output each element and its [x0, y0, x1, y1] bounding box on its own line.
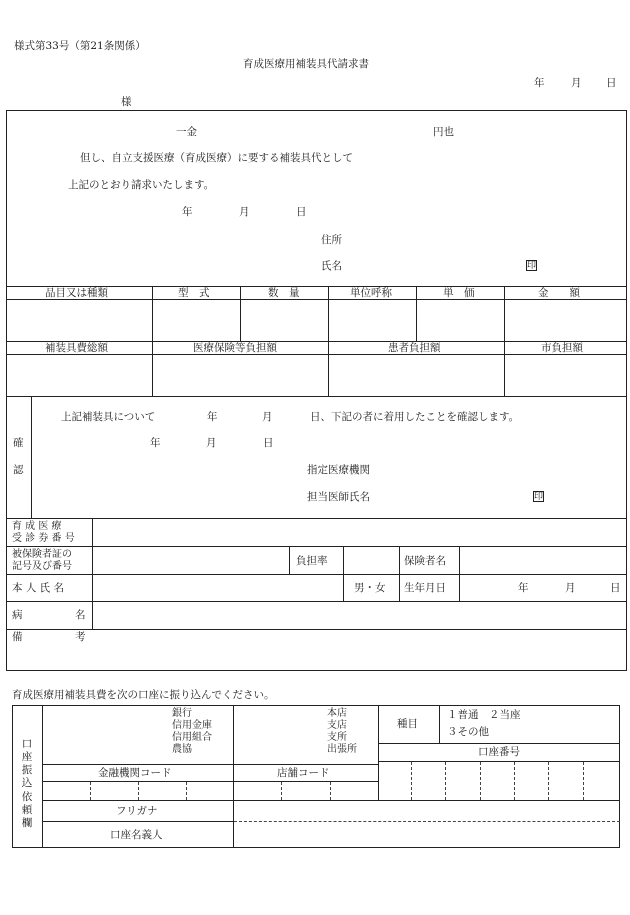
patient-row-2-bottom [6, 574, 627, 575]
claim-month: 月 [239, 206, 250, 218]
holder-label: 口座名義人 [110, 829, 163, 841]
totals-col-1 [152, 341, 153, 396]
cert-label-line-1: 育 成 医 療 [12, 521, 62, 532]
amount-suffix: 円也 [433, 126, 454, 138]
branch-type-office: 出張所 [327, 744, 357, 755]
header-day: 日 [606, 77, 617, 89]
addressee-suffix: 様 [121, 96, 132, 108]
branch-code-digit-1 [281, 782, 282, 800]
amount-prefix: 一金 [176, 126, 197, 138]
birth-year: 年 [518, 582, 529, 594]
bank-side-char-5: 依 [21, 790, 33, 803]
code-header-top [42, 764, 378, 765]
bank-code-digit-2 [138, 782, 139, 800]
furigana-dashed-line [234, 821, 620, 822]
confirmation-sentence-year: 年 [207, 411, 218, 423]
totals-header-total: 補装具費総額 [45, 342, 108, 354]
account-type-bottom [378, 743, 620, 744]
doctor-seal-mark: 印 [534, 492, 544, 502]
bank-side-char-7: 欄 [21, 816, 33, 829]
furigana-label-bottom [42, 821, 233, 822]
doctor-label: 担当医師氏名 [307, 491, 370, 503]
items-header-unit: 単位呼称 [350, 287, 392, 299]
remarks-label-2: 考 [75, 631, 86, 643]
confirmation-side-label-1: 確 [13, 437, 24, 449]
account-type-label: 種目 [397, 718, 418, 730]
account-digit-1 [411, 762, 412, 800]
document-title: 育成医療用補装具代請求書 [243, 58, 369, 70]
bank-code-label: 金融機関コード [98, 767, 172, 779]
items-header-amount: 金 額 [538, 287, 580, 299]
confirmation-year: 年 [150, 437, 161, 449]
burden-rate-right [343, 546, 344, 574]
branch-type-list [327, 708, 357, 756]
main-form-frame [6, 110, 627, 671]
items-col-4 [416, 286, 417, 341]
items-col-2 [240, 286, 241, 341]
bank-type-shinkin: 信用金庫 [172, 720, 212, 731]
bank-type-bank: 銀行 [172, 708, 192, 719]
account-digit-2 [445, 762, 446, 800]
sex-left [343, 574, 344, 601]
account-digit-4 [514, 762, 515, 800]
claimant-address-label: 住所 [321, 234, 342, 246]
branch-code-label: 店舗コード [277, 767, 330, 779]
account-type-option-2: ３その他 [447, 726, 489, 738]
branch-type-head: 本店 [327, 708, 347, 719]
items-col-1 [152, 286, 153, 341]
branch-type-branch: 支店 [327, 720, 347, 731]
items-header-product: 品目又は種類 [45, 287, 108, 299]
institution-label: 指定医療機関 [307, 464, 370, 476]
insured-label-line-1: 被保険者証の [12, 549, 72, 560]
account-type-option-1: １普通 ２当座 [447, 709, 521, 721]
items-col-5 [504, 286, 505, 341]
remarks-label-1: 備 [12, 631, 23, 643]
bank-code-digit-1 [90, 782, 91, 800]
insurer-label: 保険者名 [404, 555, 446, 567]
bank-side-char-4: 込 [21, 777, 33, 790]
claim-day: 日 [296, 206, 307, 218]
bank-side-char-6: 頼 [21, 803, 33, 816]
birth-label: 生年月日 [404, 582, 446, 594]
confirmation-month: 月 [206, 437, 217, 449]
confirmation-side-label-2: 認 [13, 464, 24, 476]
claimant-seal-mark: 印 [527, 261, 537, 271]
totals-header-insurance: 医療保険等負担額 [193, 342, 277, 354]
branch-type-sub: 支所 [327, 732, 347, 743]
holder-label-divider [233, 800, 234, 848]
account-type-left [378, 705, 379, 800]
insurer-left [399, 546, 400, 601]
patient-row-1-bottom [6, 546, 627, 547]
bank-side-label [21, 738, 33, 830]
confirmation-day: 日 [263, 437, 274, 449]
confirmation-sentence-month: 月 [262, 411, 273, 423]
insurer-right [459, 546, 460, 601]
bank-side-divider [42, 705, 43, 848]
account-number-label: 口座番号 [478, 746, 520, 758]
bank-instruction: 育成医療用補装具費を次の口座に振り込んでください。 [12, 689, 275, 701]
account-type-divider [439, 705, 440, 743]
claim-statement: 上記のとおり請求いたします。 [68, 179, 215, 191]
totals-table-bottom [6, 396, 627, 397]
account-digit-5 [548, 762, 549, 800]
bank-branch-divider [233, 705, 234, 800]
bank-type-list [172, 708, 212, 756]
items-col-3 [328, 286, 329, 341]
cert-label-line-2: 受 診 券 番 号 [12, 533, 75, 544]
code-header-bottom [42, 781, 378, 782]
birth-day: 日 [610, 582, 621, 594]
bank-side-char-3: 振 [21, 764, 33, 777]
claim-purpose: 但し、自立支援医療（育成医療）に要する補装具代として [80, 152, 353, 164]
disease-label-2: 名 [75, 609, 86, 621]
account-digit-6 [583, 762, 584, 800]
holder-top [42, 800, 620, 801]
claim-year: 年 [182, 206, 193, 218]
patient-name-label: 本 人 氏 名 [12, 582, 65, 594]
furigana-label: フリガナ [116, 805, 158, 817]
items-header-model: 型 式 [178, 287, 210, 299]
header-month: 月 [571, 77, 582, 89]
items-header-quantity: 数 量 [268, 287, 300, 299]
branch-code-digit-2 [330, 782, 331, 800]
claimant-name-label: 氏名 [321, 260, 342, 272]
header-year: 年 [534, 77, 545, 89]
patient-row-3-bottom [6, 601, 627, 602]
confirmation-side-divider [31, 396, 32, 518]
totals-header-city: 市負担額 [541, 342, 583, 354]
insured-label-line-2: 記号及び番号 [12, 561, 72, 572]
bank-type-nokyo: 農協 [172, 744, 192, 755]
totals-col-2 [328, 341, 329, 396]
patient-row-4-bottom [6, 629, 627, 630]
totals-col-3 [504, 341, 505, 396]
bank-code-digit-3 [186, 782, 187, 800]
confirmation-bottom [6, 518, 627, 519]
items-header-price: 単 価 [443, 287, 475, 299]
form-number: 様式第33号（第21条関係） [14, 40, 146, 52]
burden-rate-label: 負担率 [296, 555, 328, 567]
account-digit-3 [480, 762, 481, 800]
sex-label: 男・女 [354, 582, 386, 594]
items-row-product-cell[interactable] [7, 300, 151, 340]
totals-header-patient: 患者負担額 [388, 342, 441, 354]
confirmation-sentence-start: 上記補装具について [61, 411, 156, 423]
confirmation-sentence-end: 日、下記の者に着用したことを確認します。 [310, 411, 520, 423]
bank-side-char-1: 口 [21, 738, 33, 750]
bank-side-char-2: 座 [21, 751, 33, 764]
birth-month: 月 [565, 582, 576, 594]
bank-type-shinkumi: 信用組合 [172, 732, 212, 743]
burden-rate-left [289, 546, 290, 574]
disease-label-1: 病 [12, 609, 23, 621]
totals-header-bottom [6, 354, 627, 355]
